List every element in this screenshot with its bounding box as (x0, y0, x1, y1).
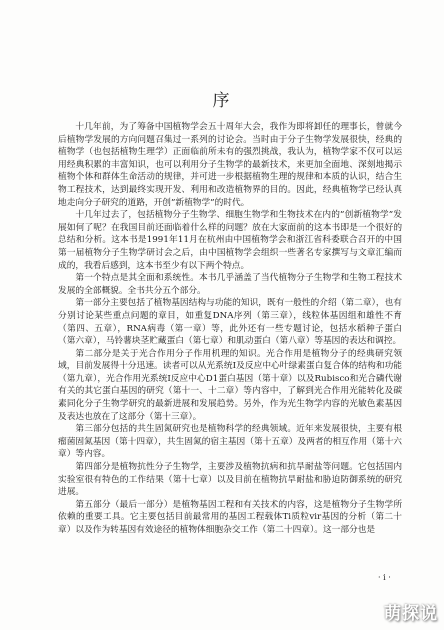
paragraph: 十几年前，为了筹备中国植物学会五十周年大会，我作为即将卸任的理事长，曾就今后植物学发展的方向问题召集过一系列的讨论会。当时由于分子生物学发展很快，经典的植物学（也包括植物生理学）正面临前所未有的强烈挑战，我认为，植物学家不仅可以运用经典积累的丰富知识，也可以利用分子生物学的最新技术，来更加全面地、深刻地揭示植物个体和群体生命活动的规律，并可进一步根据植物生理的规律和本质的认识，结合生物工程技术，达到最终实现开发、利用和改造植物界的目的。因此，经典植物学已经认真地走向分子研究的道路，开创”新植物学”的时代。 (58, 122, 402, 208)
paragraph: 第三部分包括的共生固氮研究也是植物科学的经典领域。近年来发展很快，主要有根瘤菌固氮基因（第十四章），共生固氮的宿主基因（第十五章）及两者的相互作用（第十六章）等内容。 (58, 424, 402, 460)
paragraph: 第四部分是植物抗性分子生物学，主要涉及植物抗病和抗旱耐盐等问题。它包括国内实验室很有特色的工作结果（第十七章）以及目前在植物抗旱耐盐和胁迫防御系统的研究进展。 (58, 462, 402, 498)
page-title: 序 (212, 91, 232, 111)
paragraph: 第二部分是关于光合作用分子作用机理的知识。光合作用是植物分子的经典研究领域，目前发展得十分迅速。读者可以从光系统I及反应中心叶绿素蛋白复合体的结构和功能（第九章），光合作用光系统I反应中心D1蛋白基因（第十章）以及Rubisco和光合磷代谢有关的其它蛋白基因的研究（第十一、十二章）等内容中，了解到光合作用光能转化及碳素同化分子生物学研究的最新进展和发展趋势。另外，作为光生物学内容的光敏色素基因及表达也放在了这部分（第十三章）。 (58, 348, 402, 422)
paragraph: 第一部分主要包括了植物基因结构与功能的知识，既有一般性的介绍（第二章），也有分别讨论某些重点问题的章目，如重复DNA序列（第三章），线粒体基因组和雄性不育（第四、五章），RNA病毒（第一章）等，此外还有一些专题讨论，包括水稻种子蛋白（第六章），马铃薯块茎贮藏蛋白（第七章）和肌动蛋白（第八章）等基因的表达和调控。 (58, 298, 402, 347)
document-body (58, 121, 402, 537)
paragraph: 第五部分（最后一部分）是植物基因工程和有关技术的内容，这是植物分子生物学所依赖的重要工具。它主要包括目前最常用的基因工程载体Ti质粒vir基因的分析（第二十章）以及作为转基因有效途径的植物体细胞杂交工作（第二十四章）。这一部分也是 (58, 499, 402, 535)
paragraph: 十几年过去了，包括植物分子生物学、细胞生物学和生物技术在内的”创新植物学”发展如何了呢？在我国目前还面临着什么样的问题？放在大家面前的这本书即是一个很好的总结和分析。这本书是1991年11月在杭州由中国植物学会和浙江省科委联合召开的中国第一届植物分子生物学研讨会之后，由中国植物学会组织一些著名专家撰写与文章汇编而成的，我看后感到，这本书至少有以下两个特点。 (58, 210, 402, 271)
page-number: · i · (378, 573, 391, 582)
watermark-logo: 萌探说 (384, 604, 438, 624)
paragraph: 第一个特点是其全面和系统性。本书几乎涵盖了当代植物分子生物学和生物工程技术发展的全部概貌。全书共分五个部分。 (58, 273, 402, 296)
